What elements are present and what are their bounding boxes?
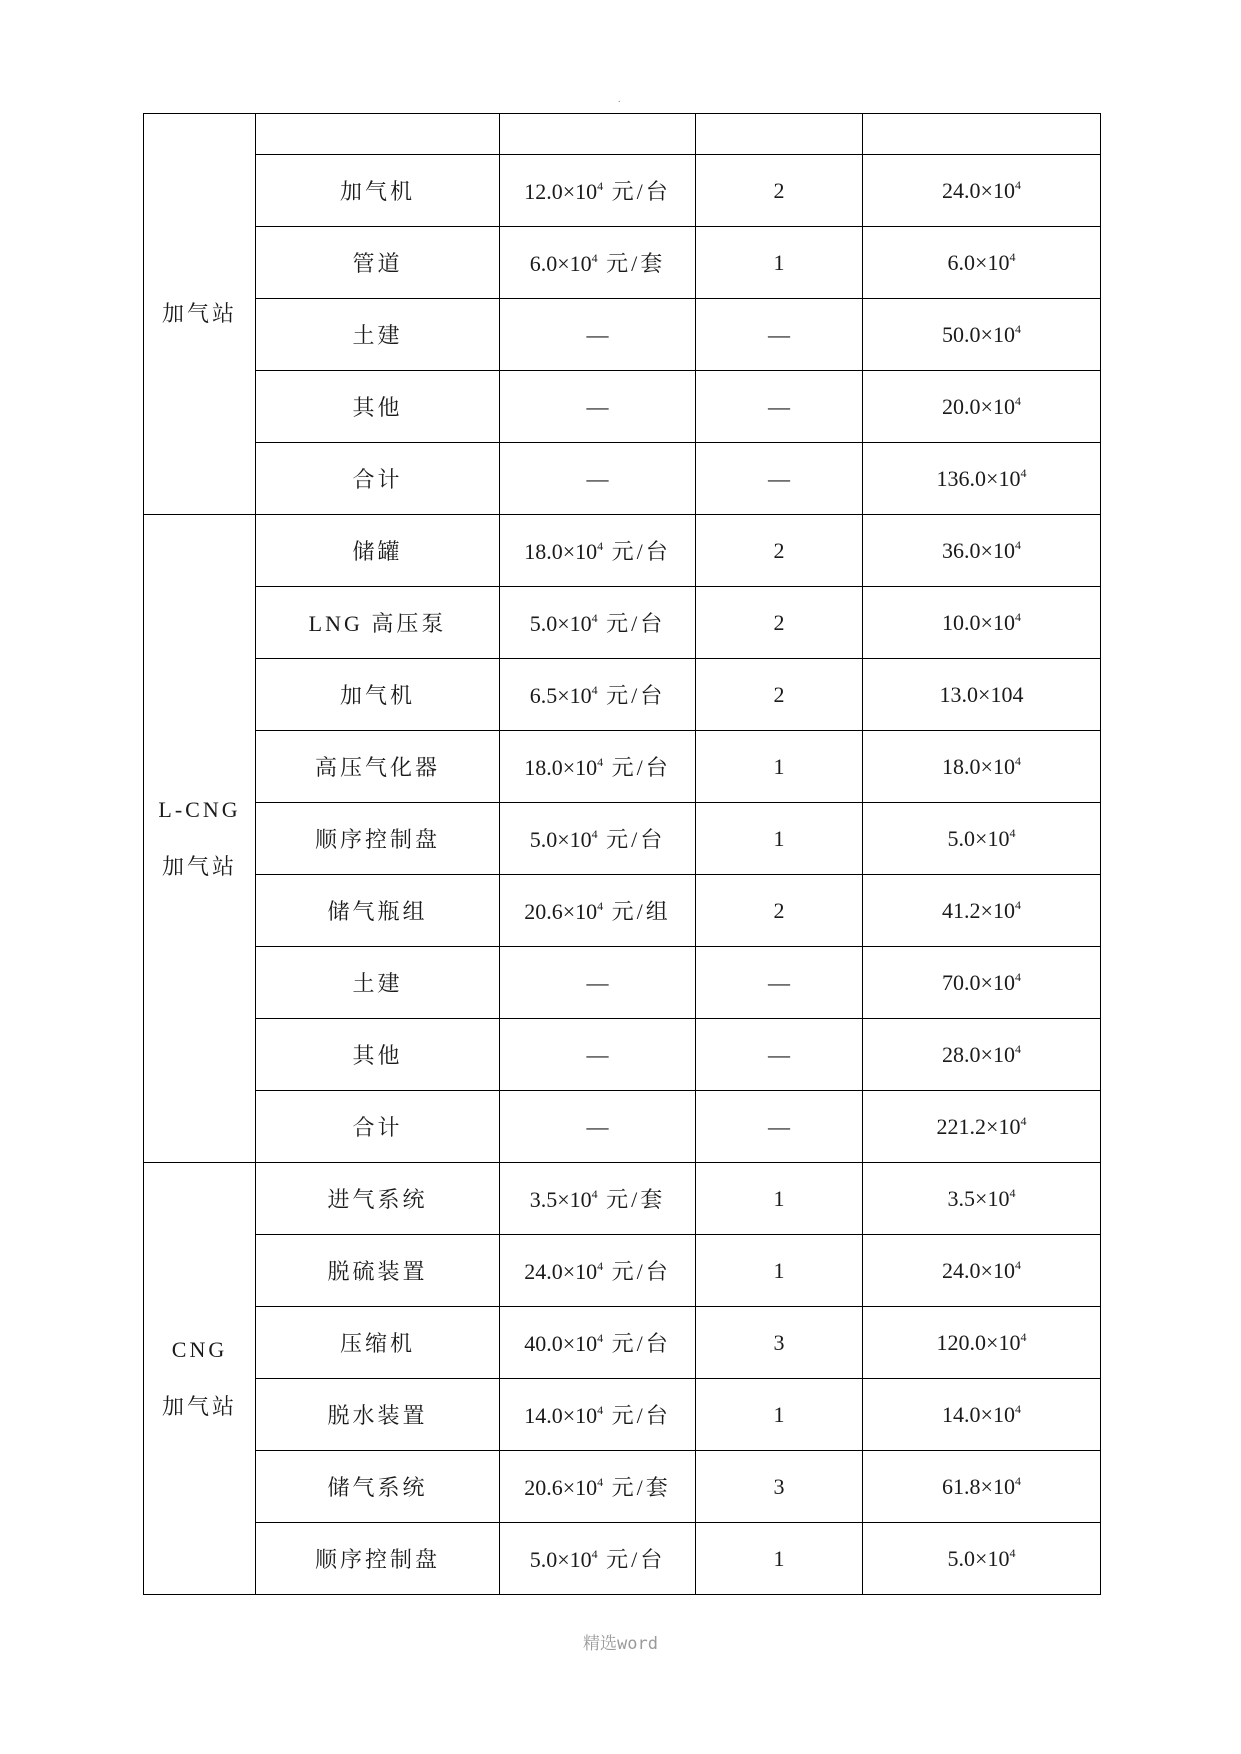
table-row — [144, 155, 1101, 227]
cost-table-body — [144, 114, 1101, 1595]
quantity-cell: — — [696, 947, 863, 1019]
item-name-cell: 脱硫装置 — [256, 1235, 500, 1307]
quantity-cell: 2 — [696, 659, 863, 731]
quantity-cell: — — [696, 1019, 863, 1091]
unit-price-cell-value: 18.0×10 — [524, 539, 598, 564]
table-row — [144, 227, 1101, 299]
total-cell-exponent: 4 — [1014, 1401, 1021, 1416]
page-footer: 精选word — [583, 1634, 658, 1654]
total-cell-exponent: 4 — [1014, 753, 1021, 768]
total-cell-value: 3.5×10 — [947, 1185, 1010, 1211]
unit-price-cell-unit: 元/套 — [603, 1475, 671, 1500]
quantity-cell: 2 — [696, 515, 863, 587]
unit-price-cell-value: 14.0×10 — [524, 1403, 598, 1428]
unit-price-cell-unit: 元/台 — [597, 611, 666, 636]
total-cell — [863, 155, 1101, 227]
quantity-cell: 2 — [696, 875, 863, 947]
table-row — [144, 803, 1101, 875]
quantity-cell: 1 — [696, 227, 863, 299]
unit-price-cell-exponent: 4 — [591, 251, 598, 265]
unit-price-cell-unit: 元/台 — [603, 1259, 671, 1284]
total-cell — [863, 1235, 1101, 1307]
total-cell-value: 5.0×10 — [947, 825, 1010, 851]
unit-price-cell — [500, 1451, 696, 1523]
unit-price-cell — [500, 875, 696, 947]
unit-price-cell-unit: 元/台 — [603, 539, 671, 564]
table-row — [144, 875, 1101, 947]
unit-price-cell — [500, 947, 696, 1019]
unit-price-cell-value: — — [586, 1113, 609, 1139]
table-row — [144, 947, 1101, 1019]
total-cell — [863, 1163, 1101, 1235]
table-row — [144, 1451, 1101, 1523]
quantity-cell: 1 — [696, 1235, 863, 1307]
unit-price-cell-exponent: 4 — [591, 611, 598, 625]
group-name-cell — [144, 1163, 256, 1595]
table-row — [144, 515, 1101, 587]
unit-price-cell-value: 40.0×10 — [524, 1331, 598, 1356]
unit-price-cell-unit: 元/组 — [603, 899, 671, 924]
empty-cell — [863, 114, 1101, 155]
total-cell-exponent: 4 — [1014, 537, 1021, 552]
total-cell-exponent: 4 — [1020, 465, 1027, 480]
group-name-cell — [144, 114, 256, 515]
quantity-cell: 2 — [696, 587, 863, 659]
total-cell-value: 28.0×10 — [942, 1041, 1015, 1067]
unit-price-cell-exponent: 4 — [597, 1475, 604, 1489]
item-name-cell: 合计 — [256, 443, 500, 515]
unit-price-cell-exponent: 4 — [597, 1331, 604, 1345]
total-cell-exponent: 4 — [1014, 1041, 1021, 1056]
unit-price-cell-exponent: 4 — [597, 179, 604, 193]
unit-price-cell-unit: 元/套 — [597, 251, 666, 276]
total-cell-exponent: 4 — [1014, 1473, 1021, 1488]
item-name-cell: 高压气化器 — [256, 731, 500, 803]
unit-price-cell — [500, 443, 696, 515]
unit-price-cell — [500, 299, 696, 371]
item-name-cell: 管道 — [256, 227, 500, 299]
total-cell — [863, 1451, 1101, 1523]
page-top-mark: . — [618, 94, 621, 105]
item-name-cell: 加气机 — [256, 659, 500, 731]
total-cell-value: 24.0×10 — [942, 177, 1015, 203]
total-cell-value: 136.0×10 — [936, 465, 1021, 491]
cost-table — [143, 113, 1101, 1595]
unit-price-cell-unit: 元/台 — [603, 755, 671, 780]
total-cell-value: 24.0×10 — [942, 1257, 1015, 1283]
total-cell-value: 6.0×10 — [947, 249, 1010, 275]
unit-price-cell-exponent: 4 — [597, 755, 604, 769]
item-name-cell: 合计 — [256, 1091, 500, 1163]
quantity-cell: 3 — [696, 1451, 863, 1523]
unit-price-cell-unit: 元/台 — [603, 179, 671, 204]
total-cell — [863, 371, 1101, 443]
total-cell — [863, 1523, 1101, 1595]
unit-price-cell — [500, 1307, 696, 1379]
table-row-blank — [144, 114, 1101, 155]
total-cell-value: 50.0×10 — [942, 321, 1015, 347]
total-cell-exponent: 4 — [1014, 393, 1021, 408]
table-row — [144, 1379, 1101, 1451]
total-cell-value: 13.0×104 — [939, 681, 1024, 707]
table-row — [144, 587, 1101, 659]
unit-price-cell — [500, 227, 696, 299]
unit-price-cell — [500, 1091, 696, 1163]
total-cell — [863, 515, 1101, 587]
total-cell — [863, 1019, 1101, 1091]
unit-price-cell-unit: 元/套 — [597, 1187, 666, 1212]
total-cell — [863, 1307, 1101, 1379]
quantity-cell: 3 — [696, 1307, 863, 1379]
table-row — [144, 731, 1101, 803]
total-cell-exponent: 4 — [1014, 321, 1021, 336]
quantity-cell: 1 — [696, 731, 863, 803]
total-cell-value: 61.8×10 — [942, 1473, 1015, 1499]
total-cell — [863, 947, 1101, 1019]
unit-price-cell-value: — — [586, 969, 609, 995]
total-cell-exponent: 4 — [1014, 969, 1021, 984]
unit-price-cell — [500, 1235, 696, 1307]
unit-price-cell-value: 5.0×10 — [529, 827, 592, 852]
total-cell-value: 41.2×10 — [942, 897, 1015, 923]
item-name-cell: 其他 — [256, 1019, 500, 1091]
item-name-cell: 加气机 — [256, 155, 500, 227]
group-name-line: 加气站 — [161, 1393, 237, 1419]
item-name-cell: LNG 高压泵 — [256, 587, 500, 659]
total-cell — [863, 659, 1101, 731]
total-cell-value: 120.0×10 — [936, 1329, 1021, 1355]
table-row — [144, 1163, 1101, 1235]
unit-price-cell-value: 12.0×10 — [524, 179, 598, 204]
total-cell-exponent: 4 — [1014, 897, 1021, 912]
unit-price-cell-exponent: 4 — [597, 1259, 604, 1273]
quantity-cell: 1 — [696, 803, 863, 875]
item-name-cell: 顺序控制盘 — [256, 1523, 500, 1595]
unit-price-cell-unit: 元/台 — [603, 1331, 671, 1356]
unit-price-cell — [500, 515, 696, 587]
empty-cell — [256, 114, 500, 155]
unit-price-cell — [500, 1163, 696, 1235]
total-cell — [863, 443, 1101, 515]
total-cell — [863, 227, 1101, 299]
table-row — [144, 1235, 1101, 1307]
total-cell-value: 18.0×10 — [942, 753, 1015, 779]
total-cell-exponent: 4 — [1014, 609, 1021, 624]
empty-cell — [696, 114, 863, 155]
item-name-cell: 土建 — [256, 947, 500, 1019]
unit-price-cell-value: — — [586, 1041, 609, 1067]
group-name-spacer — [144, 1365, 255, 1393]
unit-price-cell — [500, 1019, 696, 1091]
total-cell-exponent: 4 — [1014, 177, 1021, 192]
group-name-line: CNG — [171, 1336, 228, 1362]
group-name-line: L-CNG — [158, 796, 241, 822]
group-name-cell — [144, 515, 256, 1163]
total-cell-exponent: 4 — [1009, 825, 1016, 840]
total-cell-value: 36.0×10 — [942, 537, 1015, 563]
unit-price-cell-unit: 元/台 — [597, 1547, 666, 1572]
unit-price-cell-exponent: 4 — [591, 1187, 598, 1201]
total-cell-value: 221.2×10 — [936, 1113, 1021, 1139]
total-cell-value: 10.0×10 — [942, 609, 1015, 635]
group-name-line: 加气站 — [161, 853, 237, 879]
total-cell — [863, 875, 1101, 947]
total-cell — [863, 803, 1101, 875]
total-cell-value: 70.0×10 — [942, 969, 1015, 995]
total-cell-exponent: 4 — [1009, 1185, 1016, 1200]
total-cell-exponent: 4 — [1014, 1257, 1021, 1272]
quantity-cell: 1 — [696, 1163, 863, 1235]
unit-price-cell-value: — — [586, 321, 609, 347]
total-cell — [863, 1091, 1101, 1163]
quantity-cell: — — [696, 443, 863, 515]
unit-price-cell-value: 24.0×10 — [524, 1259, 598, 1284]
unit-price-cell — [500, 587, 696, 659]
unit-price-cell — [500, 155, 696, 227]
unit-price-cell-exponent: 4 — [591, 683, 598, 697]
item-name-cell: 其他 — [256, 371, 500, 443]
unit-price-cell-unit: 元/台 — [597, 683, 666, 708]
unit-price-cell — [500, 371, 696, 443]
table-row — [144, 659, 1101, 731]
unit-price-cell-exponent: 4 — [591, 827, 598, 841]
total-cell-exponent: 4 — [1020, 1329, 1027, 1344]
item-name-cell: 压缩机 — [256, 1307, 500, 1379]
table-row — [144, 299, 1101, 371]
item-name-cell: 脱水装置 — [256, 1379, 500, 1451]
item-name-cell: 储气瓶组 — [256, 875, 500, 947]
quantity-cell: 1 — [696, 1523, 863, 1595]
total-cell — [863, 587, 1101, 659]
unit-price-cell-exponent: 4 — [597, 539, 604, 553]
unit-price-cell-value: — — [586, 393, 609, 419]
item-name-cell: 进气系统 — [256, 1163, 500, 1235]
unit-price-cell-value: 20.6×10 — [524, 1475, 598, 1500]
quantity-cell: — — [696, 1091, 863, 1163]
quantity-cell: — — [696, 299, 863, 371]
unit-price-cell-value: 6.0×10 — [529, 251, 592, 276]
table-row — [144, 1091, 1101, 1163]
quantity-cell: 1 — [696, 1379, 863, 1451]
quantity-cell: — — [696, 371, 863, 443]
table-row — [144, 443, 1101, 515]
total-cell-exponent: 4 — [1009, 249, 1016, 264]
total-cell — [863, 1379, 1101, 1451]
unit-price-cell — [500, 803, 696, 875]
total-cell-exponent: 4 — [1020, 1113, 1027, 1128]
unit-price-cell-unit: 元/台 — [603, 1403, 671, 1428]
table-row — [144, 1523, 1101, 1595]
item-name-cell: 储罐 — [256, 515, 500, 587]
unit-price-cell-value: 5.0×10 — [529, 1547, 592, 1572]
unit-price-cell — [500, 1523, 696, 1595]
empty-cell — [500, 114, 696, 155]
unit-price-cell-value: 6.5×10 — [529, 683, 592, 708]
item-name-cell: 顺序控制盘 — [256, 803, 500, 875]
total-cell-value: 14.0×10 — [942, 1401, 1015, 1427]
group-name-spacer — [144, 825, 255, 853]
total-cell-value: 20.0×10 — [942, 393, 1015, 419]
unit-price-cell-exponent: 4 — [597, 899, 604, 913]
unit-price-cell — [500, 1379, 696, 1451]
quantity-cell: 2 — [696, 155, 863, 227]
group-name-line: 加气站 — [161, 300, 237, 326]
total-cell — [863, 299, 1101, 371]
unit-price-cell-value: 3.5×10 — [529, 1187, 592, 1212]
item-name-cell: 储气系统 — [256, 1451, 500, 1523]
table-row — [144, 371, 1101, 443]
unit-price-cell — [500, 731, 696, 803]
total-cell-value: 5.0×10 — [947, 1545, 1010, 1571]
unit-price-cell-value: — — [586, 465, 609, 491]
table-row — [144, 1019, 1101, 1091]
unit-price-cell-value: 5.0×10 — [529, 611, 592, 636]
unit-price-cell-value: 20.6×10 — [524, 899, 598, 924]
total-cell-exponent: 4 — [1009, 1545, 1016, 1560]
unit-price-cell — [500, 659, 696, 731]
unit-price-cell-exponent: 4 — [591, 1547, 598, 1561]
table-row — [144, 1307, 1101, 1379]
item-name-cell: 土建 — [256, 299, 500, 371]
unit-price-cell-unit: 元/台 — [597, 827, 666, 852]
total-cell — [863, 731, 1101, 803]
unit-price-cell-value: 18.0×10 — [524, 755, 598, 780]
unit-price-cell-exponent: 4 — [597, 1403, 604, 1417]
